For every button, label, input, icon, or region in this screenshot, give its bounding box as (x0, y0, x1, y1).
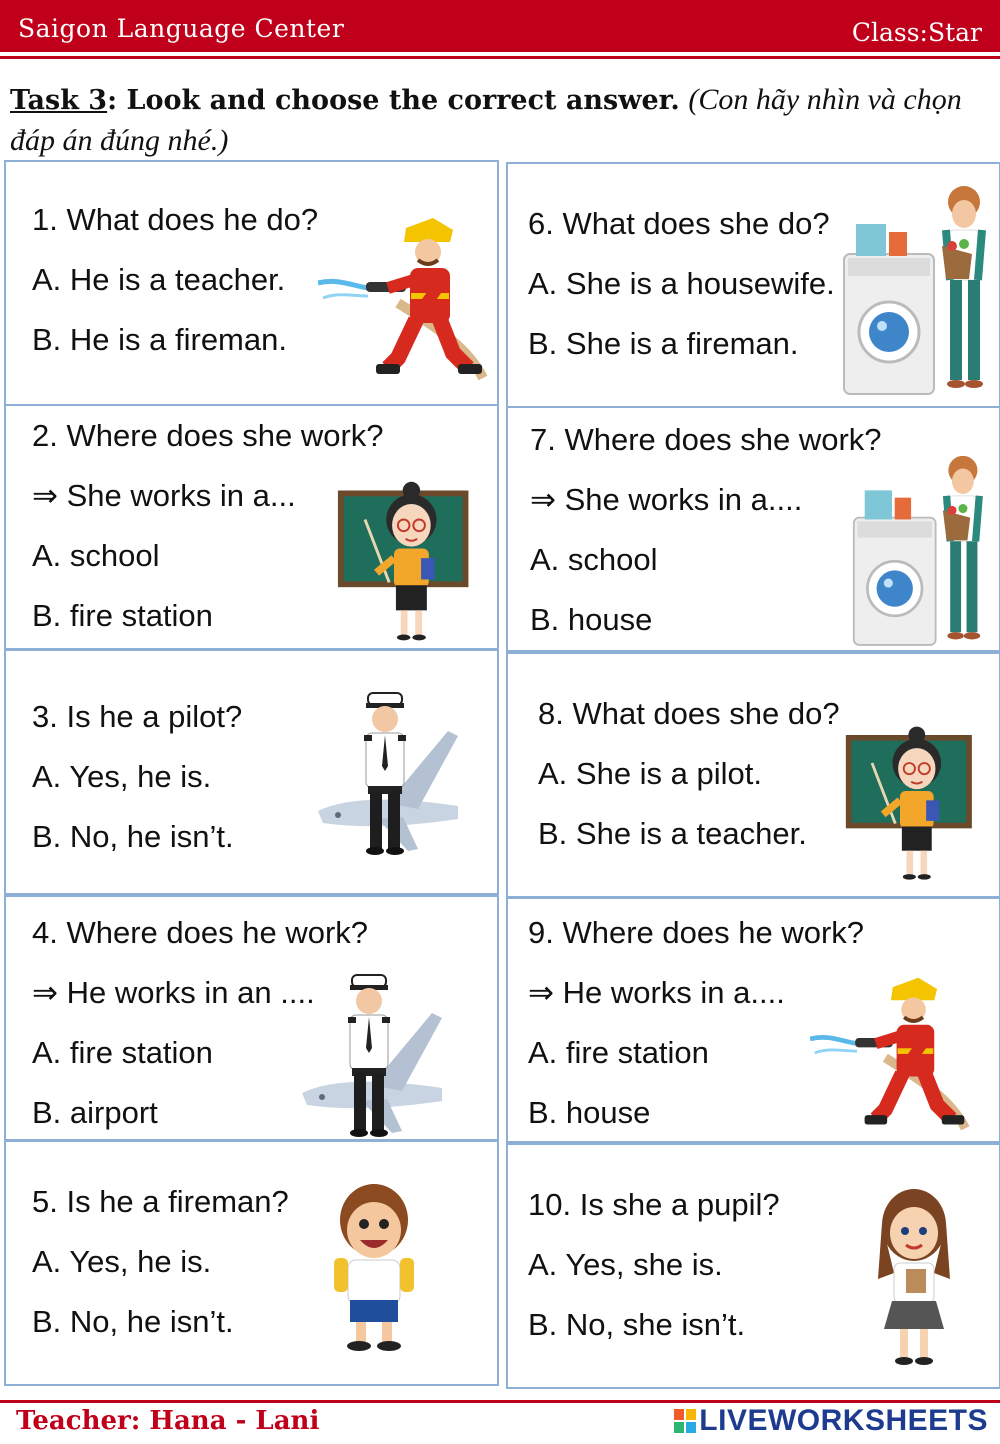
answer-prompt: ⇒ She works in a... (32, 478, 296, 513)
teacher-icon (844, 720, 984, 890)
question-card-4 (4, 895, 499, 1141)
page-header (0, 0, 1000, 52)
answer-prompt: ⇒ He works in a.... (528, 975, 785, 1010)
question-text: 9. Where does he work? (528, 915, 865, 950)
answer-option-a[interactable]: A. Yes, he is. (32, 759, 212, 794)
answer-option-a[interactable]: A. fire station (32, 1035, 213, 1070)
liveworksheets-icon (674, 1409, 696, 1433)
question-card-1 (4, 160, 499, 406)
question-card-3 (4, 649, 499, 895)
answer-option-a[interactable]: A. Yes, she is. (528, 1247, 723, 1282)
answer-option-a[interactable]: A. fire station (528, 1035, 709, 1070)
brand-name: LIVEWORKSHEETS (699, 1404, 988, 1437)
question-text: 6. What does she do? (528, 206, 830, 241)
question-card-7 (506, 406, 1000, 652)
question-text: 8. What does she do? (538, 696, 840, 731)
footer-divider (0, 1400, 1000, 1403)
schoolboy-icon (324, 1178, 424, 1358)
question-text: 2. Where does she work? (32, 418, 384, 453)
question-card-5 (4, 1140, 499, 1386)
answer-option-b[interactable]: B. fire station (32, 598, 213, 633)
answer-option-b[interactable]: B. No, he isn’t. (32, 1304, 234, 1339)
question-card-6 (506, 162, 1000, 408)
fireman-icon (318, 208, 488, 388)
answer-option-a[interactable]: A. school (32, 538, 160, 573)
task-instruction (10, 80, 990, 162)
teacher-credit: Teacher: Hana - Lani (16, 1406, 320, 1436)
housewife-icon (842, 454, 1000, 654)
answer-prompt: ⇒ She works in a.... (530, 482, 803, 517)
answer-option-a[interactable]: A. He is a teacher. (32, 262, 286, 297)
question-text: 3. Is he a pilot? (32, 699, 243, 734)
answer-option-b[interactable]: B. No, he isn’t. (32, 819, 234, 854)
answer-option-a[interactable]: A. Yes, he is. (32, 1244, 212, 1279)
fireman-icon (810, 965, 970, 1141)
answer-option-b[interactable]: B. He is a fireman. (32, 322, 287, 357)
question-text: 1. What does he do? (32, 202, 319, 237)
housewife-icon (834, 184, 1000, 404)
task-note: (Con hãy nhìn và chọn đáp án đúng nhé.) (10, 83, 962, 157)
school-name: Saigon Language Center (18, 14, 345, 43)
answer-option-a[interactable]: A. school (530, 542, 658, 577)
schoolgirl-icon (864, 1183, 964, 1373)
task-label: Task 3 (10, 85, 108, 116)
pilot-icon (302, 973, 452, 1143)
question-text: 5. Is he a fireman? (32, 1184, 289, 1219)
task-text: : Look and choose the correct answer. (107, 85, 680, 116)
answer-option-a[interactable]: A. She is a housewife. (528, 266, 835, 301)
header-divider (0, 56, 1000, 59)
question-card-8 (506, 652, 1000, 898)
class-label: Class:Star (851, 18, 982, 47)
question-text: 10. Is she a pupil? (528, 1187, 780, 1222)
question-text: 7. Where does she work? (530, 422, 882, 457)
answer-option-b[interactable]: B. airport (32, 1095, 158, 1130)
answer-option-a[interactable]: A. She is a pilot. (538, 756, 763, 791)
question-card-10 (506, 1143, 1000, 1389)
teacher-icon (336, 478, 481, 648)
question-card-2 (4, 404, 499, 650)
answer-option-b[interactable]: B. She is a teacher. (538, 816, 807, 851)
brand-logo (674, 1404, 988, 1438)
answer-option-b[interactable]: B. She is a fireman. (528, 326, 799, 361)
question-card-9 (506, 897, 1000, 1143)
answer-option-b[interactable]: B. No, she isn’t. (528, 1307, 746, 1342)
answer-prompt: ⇒ He works in an .... (32, 975, 315, 1010)
question-text: 4. Where does he work? (32, 915, 369, 950)
answer-option-b[interactable]: B. house (528, 1095, 651, 1130)
pilot-icon (318, 691, 468, 861)
answer-option-b[interactable]: B. house (530, 602, 653, 637)
